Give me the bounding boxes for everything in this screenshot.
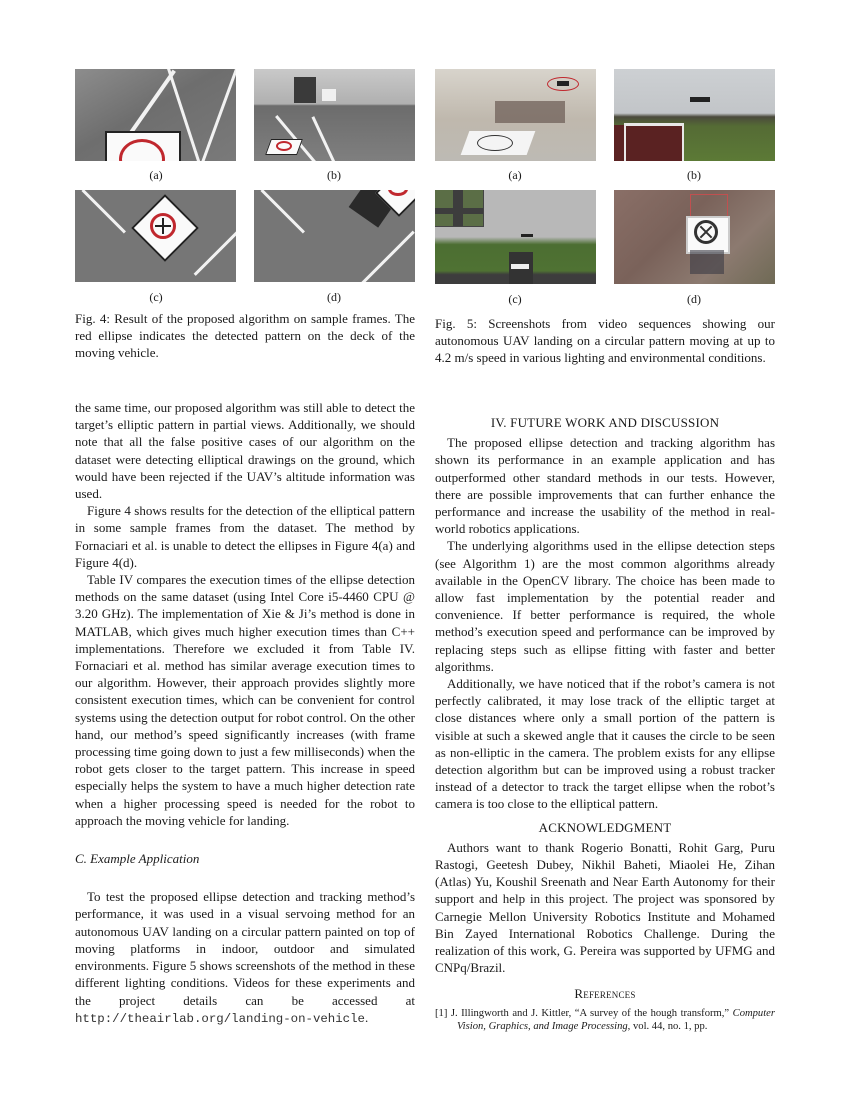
project-link[interactable]: http://theairlab.org/landing-on-vehicle	[75, 1011, 365, 1026]
figure-5a-label: (a)	[508, 168, 522, 182]
reference-details: , vol. 44, no. 1, pp.	[627, 1021, 708, 1033]
figure-4a-label: (a)	[149, 168, 163, 182]
paragraph: Table IV compares the execution times of the ellipse detection methods on the same dataset (using Intel Core i5-4460 CPU @ 3.20 GHz). The implementation of Xie & Ji’s method is done in MATLAB, which gives much higher execution times than C++ implementations. Therefore we excluded it from Table IV. Fornaciari et al. method has similar average execution times to our algorithm. However, their approach provides slightly more consistent execution times, which can be convenient for control systems using the detection output for robot control. On the other hand, our method’s speed significantly increases (with frame processing time going down to just a few milliseconds) when the robot gets closer to the target pattern. This increase in speed especially helps the system to have a much higher detection rate when a higher processing speed is needed for the robot to approach the moving vehicle for landing.	[75, 572, 415, 828]
paragraph: The proposed ellipse detection and tracking algorithm has shown its performance in an example application and has outperformed other standard methods in our tests. However, there are possible improvements that can further enhance the performance and increase the usability of the method in real-world robotics applications.	[435, 435, 775, 537]
figure-4c-label: (c)	[149, 290, 163, 304]
paragraph: Figure 4 shows results for the detection of the elliptical pattern in some sample frames from the dataset. The method by Fornaciari et al. is unable to detect the ellipses in Figure 4(a) and Figure 4(d).	[75, 503, 415, 570]
figure-4a-image	[75, 69, 236, 161]
paragraph: the same time, our proposed algorithm was still able to detect the target’s elliptic pattern in partial views. Additionally, we should note that all the false positive cases of our algorithm on the dataset were detecting elliptical drawings on the ground, which would have been rejected if the UAV’s altitude information was used.	[75, 400, 415, 502]
reference-venue: Computer Vision, Graphics, and Image Processing	[457, 1007, 775, 1033]
figure-4b-label: (b)	[327, 168, 341, 182]
figure-5-caption: Fig. 5: Screenshots from video sequences showing our autonomous UAV landing on a circular pattern moving at up to 4.2 m/s speed in various lighting and environmental conditions.	[435, 316, 775, 366]
figure-5b-label: (b)	[687, 168, 701, 182]
acknowledgment-paragraph: Authors want to thank Rogerio Bonatti, Rohit Garg, Puru Rastogi, Geetesh Dubey, Nikhil Baheti, Miaolei He, Zihan (Atlas) Yu, Koushil Sreenath and Near Earth Autonomy for their support and help in this project. The project was sponsored by Carnegie Mellon University Robotics Institute and Mohamed Bin Zayed International Robotics Challenge. During the realization of this work, G. Pereira was supported by UFMG and CNPq/Brazil.	[435, 839, 775, 976]
figure-5c-label: (c)	[508, 292, 522, 306]
paragraph-text: To test the proposed ellipse detection and tracking method’s performance, it was used in a visual servoing method for an autonomous UAV landing on a circular pattern painted on top of moving platforms in indoor, outdoor and simulated environments. Figure 5 shows screenshots of the method in these different lighting conditions. Videos for these experiments and the project details can be accessed at	[75, 889, 415, 1008]
figure-5d-label: (d)	[687, 292, 701, 306]
left-column	[75, 399, 415, 1028]
section-heading: IV. FUTURE WORK AND DISCUSSION	[490, 415, 720, 430]
reference-number: [1]	[435, 1007, 448, 1019]
paragraph: Additionally, we have noticed that if the robot’s camera is not perfectly calibrated, it may lose track of the elliptic target at close distances where only a small portion of the pattern is visible at such a skewed angle that it causes the circle to be seen as non-elliptic in the camera. The problem exists for any ellipse detection algorithm but can be improved using a robust tracker instead of a detector to track the target ellipse when the robot’s camera is too close to the elliptical pattern.	[435, 676, 775, 812]
figure-4c-image	[75, 190, 236, 282]
link-suffix: .	[365, 1009, 369, 1025]
figure-4d-image	[254, 190, 415, 282]
figure-5c-image	[435, 190, 596, 284]
acknowledgment-heading: ACKNOWLEDGMENT	[538, 819, 672, 835]
right-column	[435, 414, 775, 1034]
reference-item	[435, 1007, 775, 1034]
figure-4-caption: Fig. 4: Result of the proposed algorithm on sample frames. The red ellipse indicates the detected pattern on the deck of the moving vehicle.	[75, 311, 415, 361]
references-heading: References	[574, 985, 636, 1001]
paragraph: The underlying algorithms used in the ellipse detection steps (see Algorithm 1) are the most common algorithms already available in the OpenCV library. The choice has been made to allow fast implementation by the potential reader and convenience. If better performance is required, the whole method’s execution speed and performance can be improved by replacing steps such as ellipse fitting with faster and better algorithms.	[435, 538, 775, 674]
figure-5a-image	[435, 69, 596, 161]
subsection-heading: C. Example Application	[75, 851, 200, 867]
reference-authors-title: J. Illingworth and J. Kittler, “A survey of the hough transform,”	[450, 1007, 730, 1019]
figure-5d-image	[614, 190, 775, 284]
figure-4d-label: (d)	[327, 290, 341, 304]
figure-5b-image	[614, 69, 775, 161]
paragraph	[75, 888, 415, 1028]
figure-4b-image	[254, 69, 415, 161]
